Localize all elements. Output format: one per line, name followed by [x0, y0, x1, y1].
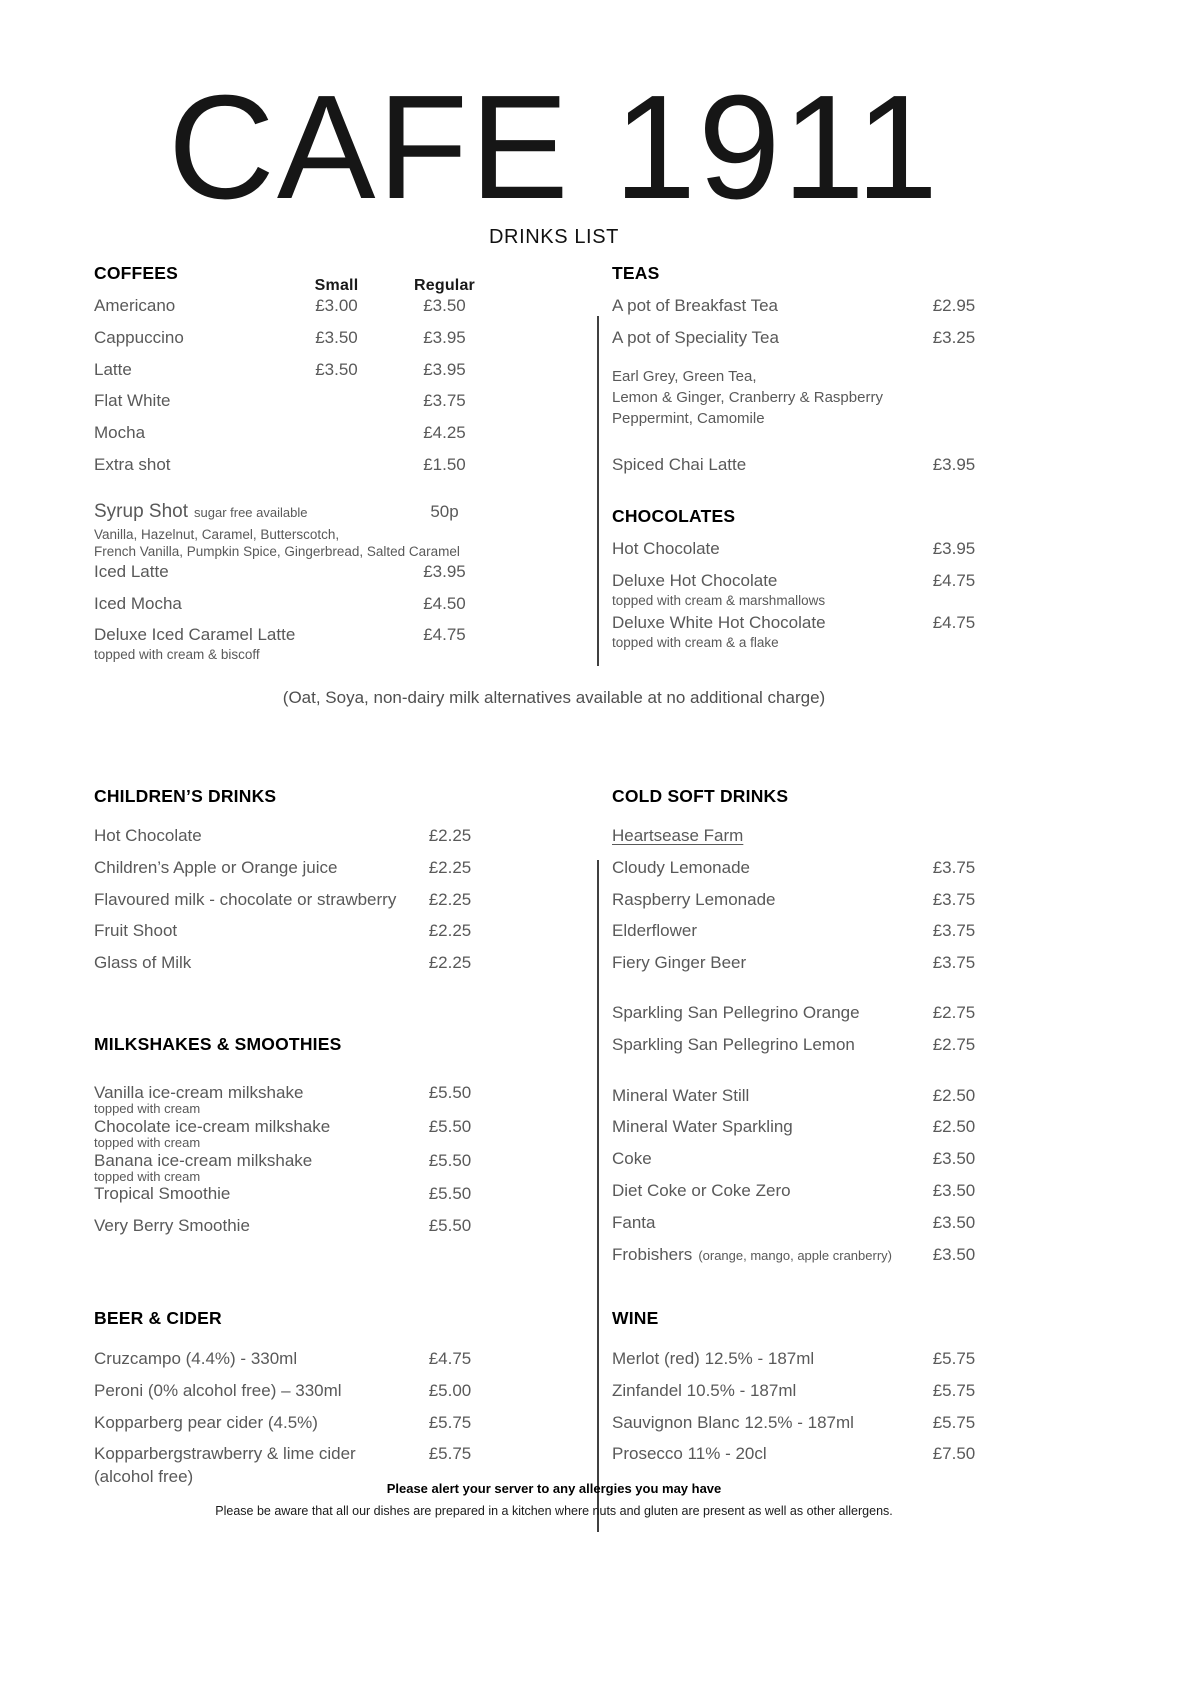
item-name: Cruzcampo (4.4%) - 330ml — [94, 1349, 298, 1368]
menu-item — [612, 1443, 1004, 1475]
menu-item — [612, 1002, 1004, 1034]
menu-item-row — [94, 295, 500, 317]
item-price: £5.00 — [428, 1380, 472, 1400]
menu-item — [94, 825, 500, 857]
item-price: £2.50 — [932, 1117, 976, 1137]
menu-item-row — [94, 1184, 500, 1203]
item-note: (alcohol free) — [94, 1467, 194, 1487]
section-header-childrens: CHILDREN’S DRINKS — [94, 786, 277, 806]
item-price: £3.75 — [932, 953, 976, 973]
menu-item-row — [94, 1380, 500, 1402]
item-note: topped with cream — [94, 1101, 201, 1116]
item-price: £4.75 — [932, 613, 976, 633]
section-items — [612, 538, 1004, 655]
item-price: £3.75 — [932, 889, 976, 909]
menu-item-row — [612, 454, 1004, 476]
item-name: Iced Latte — [94, 561, 169, 581]
item-price: £2.25 — [428, 953, 472, 973]
item-note: topped with cream & a flake — [612, 635, 779, 651]
item-name-note: (orange, mango, apple cranberry) — [698, 1247, 892, 1263]
menu-item-row — [94, 593, 500, 615]
item-name: Banana ice-cream milkshake — [94, 1150, 313, 1170]
section-header-teas: TEAS — [612, 263, 660, 283]
item-name: Spiced Chai Latte — [612, 454, 747, 474]
item-price: £5.75 — [428, 1444, 472, 1464]
item-name: Fiery Ginger Beer — [612, 953, 747, 973]
menu-item — [612, 295, 1004, 327]
item-price: £5.50 — [428, 1216, 472, 1236]
footer — [94, 1477, 1014, 1523]
menu-item-row — [94, 1412, 500, 1434]
menu-item — [94, 624, 500, 663]
item-price: £2.25 — [428, 857, 472, 877]
item-name: Sauvignon Blanc 12.5% - 187ml — [612, 1412, 854, 1432]
item-note: French Vanilla, Pumpkin Spice, Gingerbread, Salted Caramel — [94, 543, 460, 559]
section-items — [94, 295, 500, 663]
item-name: Diet Coke or Coke Zero — [612, 1180, 791, 1200]
menu-item — [94, 889, 500, 921]
section-header-coldsoft: COLD SOFT DRINKS — [612, 786, 789, 806]
menu-item — [94, 1117, 500, 1151]
item-price-regular: £4.50 — [423, 593, 466, 613]
menu-item-row — [612, 295, 1004, 317]
item-name: Tropical Smoothie — [94, 1184, 231, 1204]
item-price-small: £3.50 — [315, 327, 358, 347]
item-name: Elderflower — [612, 921, 698, 941]
menu-item-row — [612, 327, 1004, 349]
item-name: Chocolate ice-cream milkshake — [94, 1116, 331, 1136]
menu-item — [612, 889, 1004, 921]
item-name: Frobishers (orange, mango, apple cranberry) — [612, 1244, 892, 1264]
section-header-chocolates: CHOCOLATES — [612, 506, 736, 526]
menu-item — [612, 612, 1004, 655]
menu-item — [94, 499, 500, 561]
menu-item-row — [94, 390, 500, 412]
milk-alternatives-note: (Oat, Soya, non-dairy milk alternatives available at no additional charge) — [282, 688, 826, 707]
section-items — [612, 1348, 1004, 1475]
section-items — [612, 295, 1004, 485]
item-name: Cloudy Lemonade — [612, 857, 750, 877]
item-price: £5.50 — [428, 1184, 472, 1204]
menu-item — [94, 952, 500, 984]
section-header-coffees — [94, 263, 500, 295]
item-price-small: £3.00 — [315, 296, 358, 315]
menu-item-row — [94, 624, 500, 646]
menu-item — [612, 1212, 1004, 1244]
menu-item — [612, 1348, 1004, 1380]
item-price-small — [284, 454, 389, 476]
menu-item-row — [612, 857, 1004, 879]
section-beer-cider — [94, 1308, 500, 1489]
menu-item-row — [612, 952, 1004, 974]
item-price: £2.95 — [932, 296, 976, 315]
item-note: topped with cream & marshmallows — [612, 592, 826, 608]
item-name: Heartsease Farm — [612, 826, 744, 845]
item-name: A pot of Speciality Tea — [612, 327, 779, 347]
menu-item-row — [94, 359, 500, 381]
menu-item — [612, 454, 1004, 486]
item-price: £3.50 — [932, 1149, 976, 1169]
section-cold-soft-drinks — [612, 786, 1004, 1275]
item-price: £5.50 — [428, 1083, 472, 1102]
menu-item — [94, 857, 500, 889]
menu-item-row — [94, 1216, 500, 1235]
item-name: Mineral Water Still — [612, 1085, 750, 1105]
item-name: Kopparbergstrawberry & lime cider — [94, 1444, 356, 1464]
menu-item — [612, 1085, 1004, 1117]
menu-item-row — [94, 1117, 500, 1136]
item-price-regular: £3.95 — [423, 359, 466, 379]
menu-item — [612, 1180, 1004, 1212]
item-name: Mocha — [94, 423, 146, 443]
menu-item — [94, 390, 500, 422]
item-price: £2.50 — [932, 1085, 976, 1105]
menu-item-row — [94, 889, 500, 911]
item-price: £5.50 — [428, 1150, 472, 1170]
menu-item-row — [612, 1034, 1004, 1056]
menu-item — [612, 1116, 1004, 1148]
section-wine — [612, 1308, 1004, 1475]
menu-item-row — [94, 499, 500, 526]
item-name: Zinfandel 10.5% - 187ml — [612, 1380, 797, 1400]
item-price: £3.50 — [932, 1244, 976, 1264]
item-price: £2.25 — [428, 921, 472, 941]
item-price: £2.25 — [428, 889, 472, 909]
item-price: £3.50 — [932, 1180, 976, 1200]
menu-item — [612, 857, 1004, 889]
menu-item — [612, 327, 1004, 359]
item-name: Fruit Shoot — [94, 921, 178, 941]
menu-item-row — [612, 612, 1004, 634]
menu-item-row — [94, 422, 500, 444]
item-price: £7.50 — [932, 1444, 976, 1464]
column-label-small: Small — [314, 277, 359, 294]
item-name: Iced Mocha — [94, 593, 182, 613]
column-divider-bottom — [597, 860, 599, 1532]
menu-item-row — [612, 1443, 1004, 1465]
menu-item-row — [612, 1180, 1004, 1202]
item-name: Children’s Apple or Orange juice — [94, 857, 338, 877]
item-name: Americano — [94, 296, 176, 315]
menu-item-row — [612, 538, 1004, 560]
menu-item — [94, 454, 500, 486]
item-note: topped with cream & biscoff — [94, 647, 260, 663]
menu-item — [612, 570, 1004, 613]
item-name: Flat White — [94, 391, 171, 411]
item-name: Flavoured milk - chocolate or strawberry — [94, 889, 397, 909]
menu-item-row — [612, 920, 1004, 942]
section-milkshakes-smoothies — [94, 1034, 500, 1248]
menu-item — [612, 952, 1004, 984]
item-name: Coke — [612, 1149, 652, 1169]
item-price-regular: £1.50 — [423, 454, 466, 474]
menu-item-row — [612, 1412, 1004, 1434]
menu-item — [94, 1348, 500, 1380]
item-price: £5.75 — [932, 1412, 976, 1432]
menu-item-row — [94, 825, 500, 847]
item-name: A pot of Breakfast Tea — [612, 296, 779, 315]
menu-item — [94, 1380, 500, 1412]
menu-item — [94, 1184, 500, 1216]
item-price-regular: £4.75 — [423, 625, 466, 645]
menu-item — [94, 295, 500, 327]
allergy-warning: Please alert your server to any allergies you may have — [386, 1481, 722, 1496]
item-price-small — [284, 561, 389, 583]
item-name: Raspberry Lemonade — [612, 889, 776, 909]
menu-item — [612, 1034, 1004, 1066]
item-price: £3.25 — [932, 327, 976, 347]
item-price: £3.95 — [932, 454, 976, 474]
menu-item — [612, 1380, 1004, 1412]
menu-item-row — [94, 454, 500, 476]
item-name: Kopparberg pear cider (4.5%) — [94, 1412, 318, 1432]
item-price: £5.75 — [932, 1349, 976, 1368]
item-name: Merlot (red) 12.5% - 187ml — [612, 1349, 815, 1368]
item-price: £2.75 — [932, 1003, 976, 1023]
item-price: £4.75 — [932, 570, 976, 590]
item-name: Sparkling San Pellegrino Orange — [612, 1003, 860, 1023]
menu-item — [94, 561, 500, 593]
item-price-small — [284, 390, 389, 412]
menu-item — [94, 920, 500, 952]
menu-item — [612, 1244, 1004, 1276]
item-price: £3.75 — [932, 857, 976, 877]
menu-item — [94, 593, 500, 625]
item-price-small — [284, 593, 389, 615]
section-items — [94, 825, 500, 984]
section-title: COFFEES — [94, 263, 179, 283]
menu-item — [612, 920, 1004, 952]
menu-item-row — [612, 1002, 1004, 1024]
item-price: £3.95 — [932, 539, 976, 558]
item-price-small — [284, 624, 389, 646]
item-price: £5.75 — [932, 1380, 976, 1400]
menu-item — [94, 1151, 500, 1185]
item-price: £3.50 — [932, 1212, 976, 1232]
description-line: Earl Grey, Green Tea, — [612, 367, 757, 385]
item-name: Glass of Milk — [94, 953, 192, 973]
item-price: £2.25 — [428, 826, 472, 845]
menu-item-row — [612, 1212, 1004, 1234]
section-teas — [612, 263, 1004, 485]
section-header-wine: WINE — [612, 1308, 659, 1328]
item-price-regular: £3.95 — [423, 327, 466, 347]
item-price-regular: £3.50 — [423, 296, 466, 315]
menu-item — [94, 422, 500, 454]
item-name: Hot Chocolate — [612, 539, 720, 558]
menu-item — [94, 1083, 500, 1117]
menu-item-row — [94, 952, 500, 974]
item-name: Cappuccino — [94, 327, 184, 347]
allergen-notice: Please be aware that all our dishes are prepared in a kitchen where nuts and gluten are present as well as other allergens. — [215, 1504, 893, 1518]
description-line: Lemon & Ginger, Cranberry & Raspberry — [612, 388, 883, 406]
item-name-note: sugar free available — [194, 504, 308, 520]
item-price-small — [284, 422, 389, 444]
menu-item-row — [612, 1116, 1004, 1138]
menu-item-row — [612, 1348, 1004, 1370]
menu-item — [612, 1412, 1004, 1444]
menu-item-row — [612, 1085, 1004, 1107]
item-description — [612, 366, 1004, 429]
menu-title: CAFE 1911 — [167, 65, 941, 230]
menu-item-row — [612, 570, 1004, 592]
item-price: £4.75 — [428, 1349, 472, 1368]
item-name: Syrup Shot sugar free available — [94, 500, 308, 522]
item-name: Sparkling San Pellegrino Lemon — [612, 1035, 855, 1055]
item-price-small: £3.50 — [315, 359, 358, 379]
item-note: topped with cream — [94, 1134, 201, 1150]
menu-item-row — [94, 561, 500, 583]
description-line: Peppermint, Camomile — [612, 409, 765, 427]
item-price — [904, 825, 1004, 847]
menu-item-row — [94, 857, 500, 879]
item-price-regular: £3.75 — [423, 391, 466, 411]
menu-item — [94, 1216, 500, 1248]
item-name: Deluxe Iced Caramel Latte — [94, 625, 296, 645]
section-chocolates — [612, 506, 1004, 655]
item-price: £3.75 — [932, 921, 976, 941]
menu-subtitle: DRINKS LIST — [489, 226, 619, 248]
menu-item-row — [94, 327, 500, 349]
menu-item — [612, 1148, 1004, 1180]
menu-item-row — [612, 825, 1004, 847]
column-divider-top — [597, 316, 599, 666]
item-name: Vanilla ice-cream milkshake — [94, 1083, 304, 1102]
item-price: £5.50 — [428, 1116, 472, 1136]
menu-item — [612, 538, 1004, 570]
item-name: Deluxe White Hot Chocolate — [612, 613, 826, 633]
section-coffees — [94, 263, 500, 663]
item-name: Extra shot — [94, 454, 171, 474]
item-price: £5.75 — [428, 1412, 472, 1432]
menu-item-row — [94, 1348, 500, 1370]
menu-item-row — [612, 1244, 1004, 1267]
section-items — [94, 1348, 500, 1489]
item-name: Peroni (0% alcohol free) – 330ml — [94, 1380, 342, 1400]
menu-item-row — [612, 1380, 1004, 1402]
item-name: Latte — [94, 359, 132, 379]
item-price: £2.75 — [932, 1035, 976, 1055]
item-name: Hot Chocolate — [94, 826, 202, 845]
item-price-regular: £3.95 — [423, 561, 466, 581]
item-name: Fanta — [612, 1212, 656, 1232]
menu-item — [94, 359, 500, 391]
section-header-milkshakes: MILKSHAKES & SMOOTHIES — [94, 1034, 342, 1054]
section-items — [94, 1083, 500, 1248]
item-name: Mineral Water Sparkling — [612, 1117, 793, 1137]
column-label-regular: Regular — [414, 277, 475, 294]
menu-item — [612, 825, 1004, 857]
menu-item — [94, 1412, 500, 1444]
item-name: Very Berry Smoothie — [94, 1216, 250, 1236]
section-childrens-drinks — [94, 786, 500, 984]
item-price-small — [284, 499, 389, 526]
menu-item-row — [94, 1151, 500, 1170]
section-items — [612, 825, 1004, 1275]
item-price-regular: 50p — [430, 501, 459, 521]
item-name: Prosecco 11% - 20cl — [612, 1444, 767, 1464]
menu-item-row — [94, 1083, 500, 1102]
item-note: Vanilla, Hazelnut, Caramel, Butterscotch, — [94, 526, 340, 542]
menu-item-row — [612, 1148, 1004, 1170]
menu-item-row — [612, 889, 1004, 911]
menu-item — [94, 327, 500, 359]
item-note: topped with cream — [94, 1168, 201, 1184]
menu-item-row — [94, 920, 500, 942]
menu-item-row — [94, 1443, 500, 1465]
item-name: Deluxe Hot Chocolate — [612, 570, 778, 590]
item-price-regular: £4.25 — [423, 423, 466, 443]
section-header-beer: BEER & CIDER — [94, 1308, 222, 1328]
